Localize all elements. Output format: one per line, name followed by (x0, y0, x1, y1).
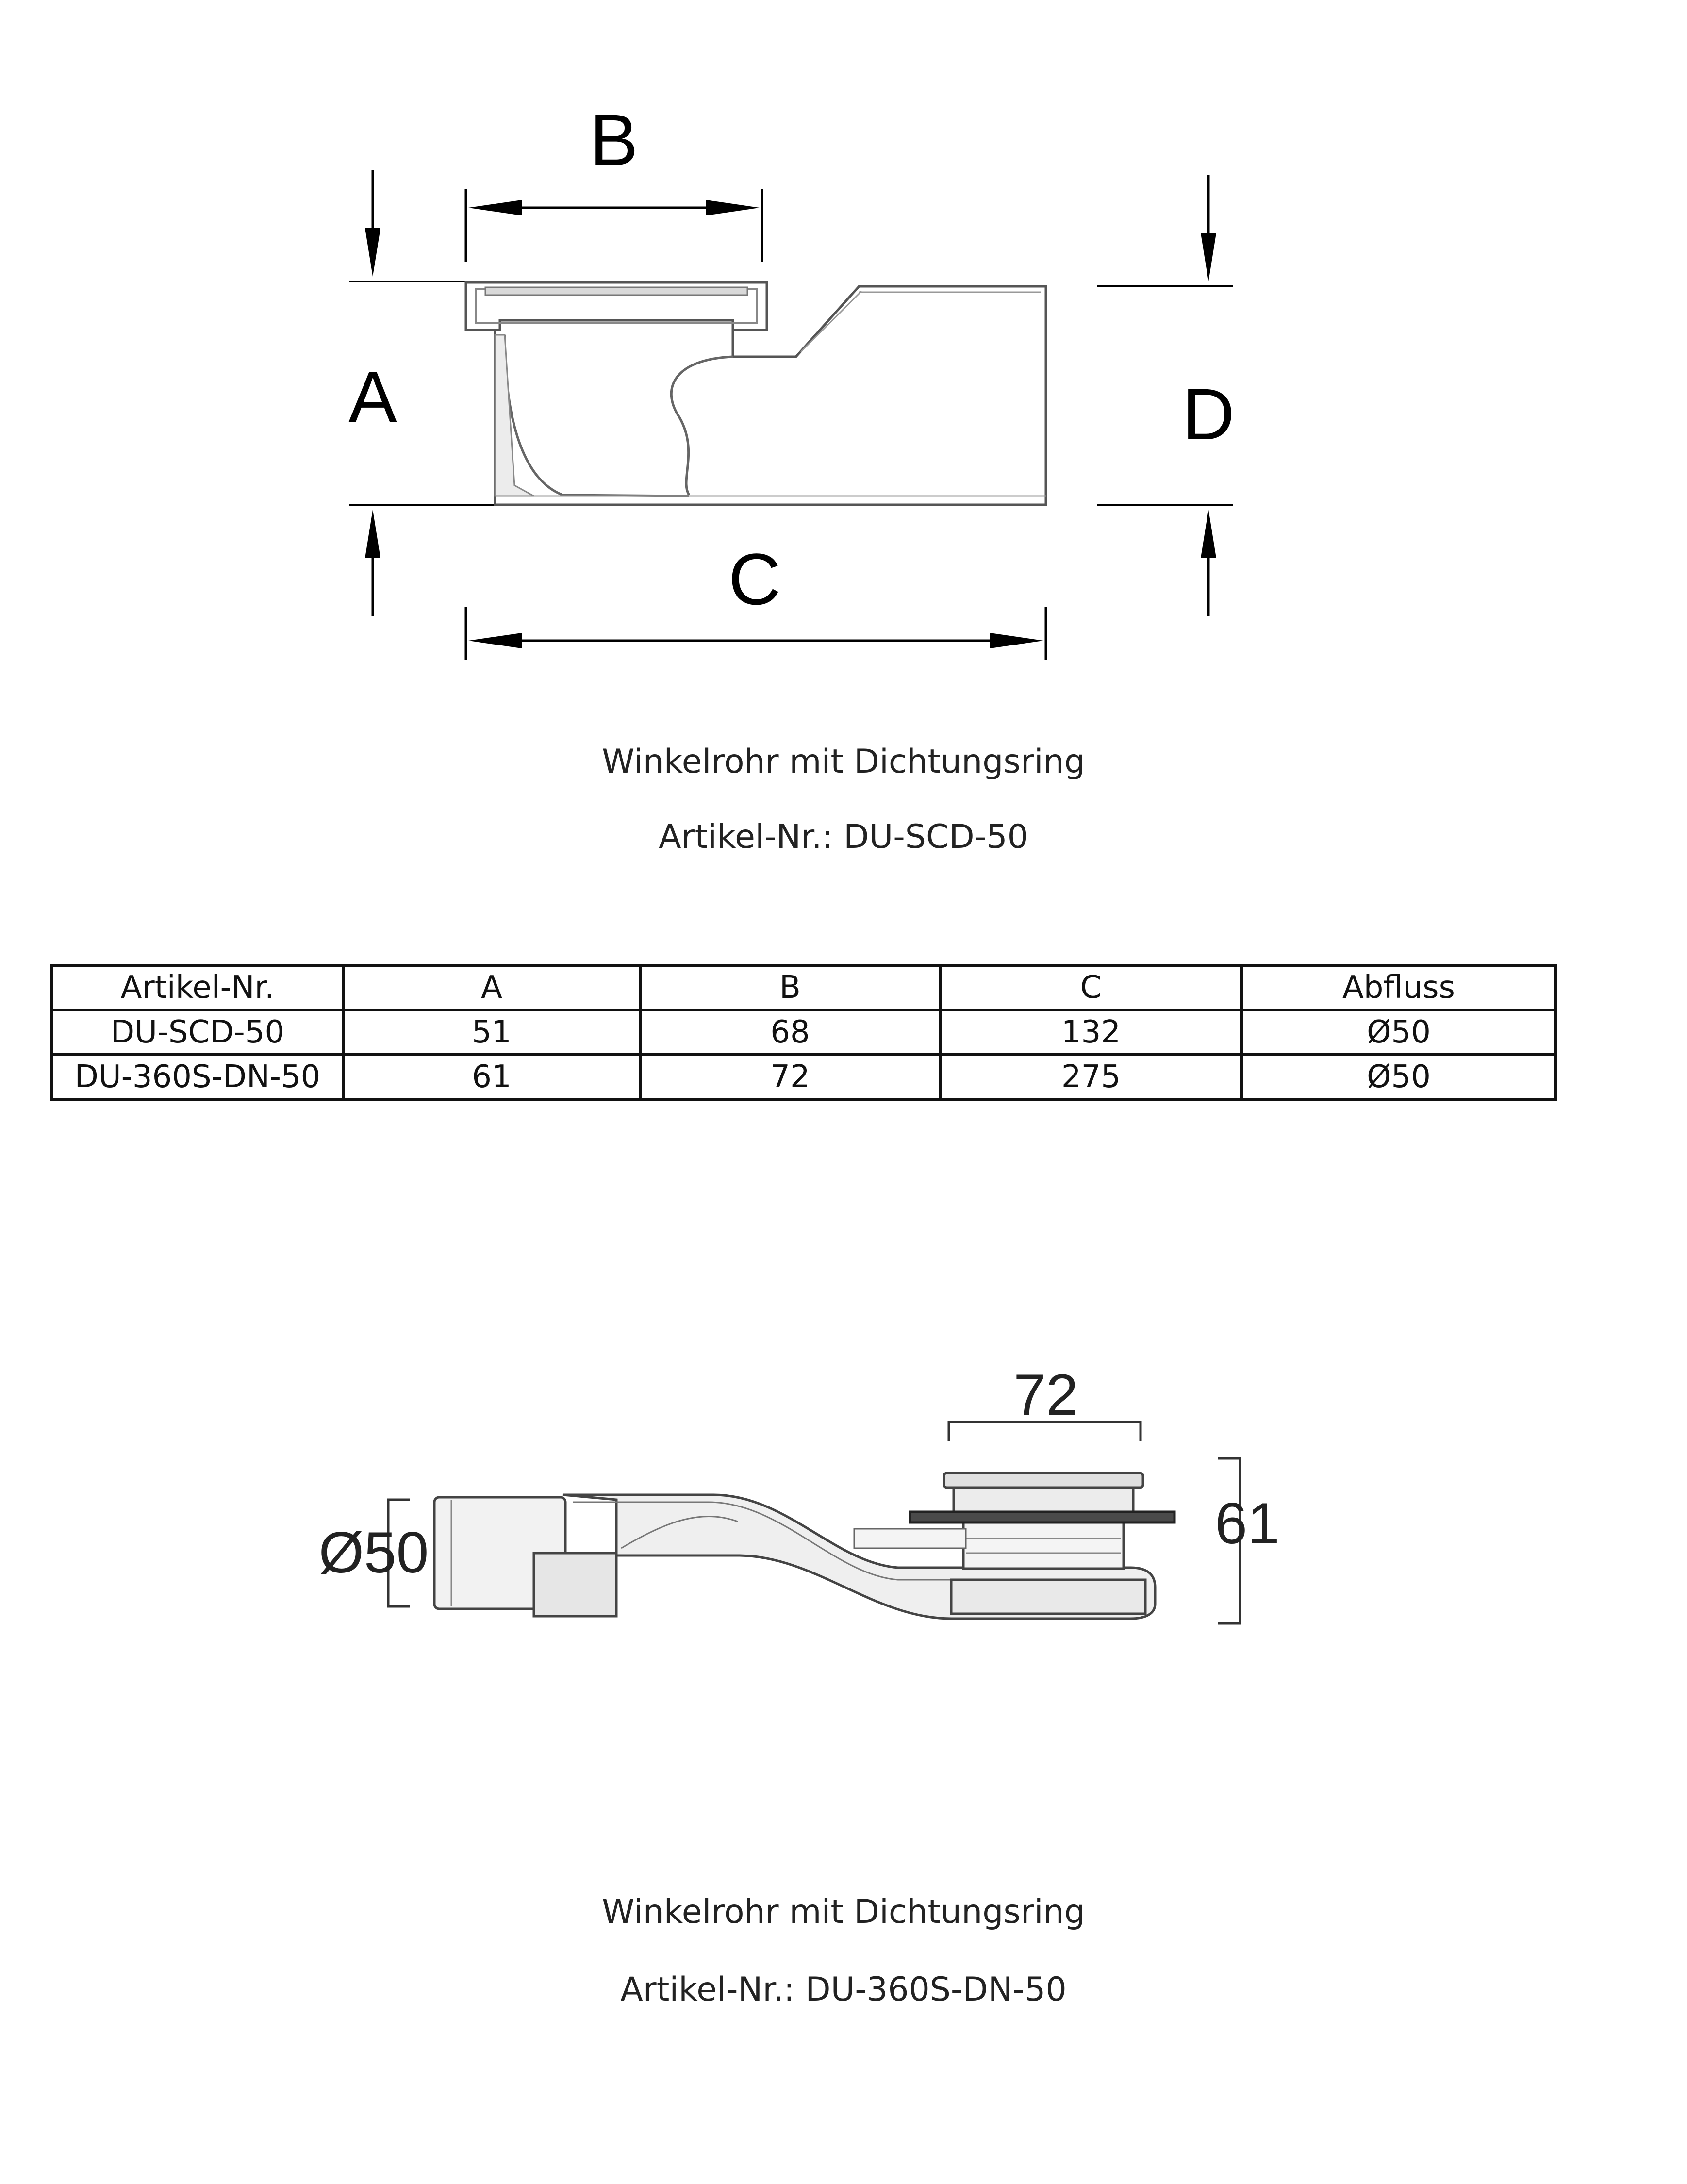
cell-abfluss: Ø50 (1242, 1055, 1555, 1099)
dimension-d (1097, 175, 1235, 616)
dimension-label-b: B (589, 99, 639, 181)
table-header-row (52, 965, 1555, 1010)
cell-abfluss: Ø50 (1242, 1010, 1555, 1055)
cell-a: 51 (343, 1010, 640, 1055)
table-row (52, 1055, 1555, 1099)
drain-part (434, 1473, 1174, 1619)
cell-a: 61 (343, 1055, 640, 1099)
cell-c: 275 (940, 1055, 1242, 1099)
table-row (52, 1010, 1555, 1055)
cell-b: 72 (640, 1055, 940, 1099)
dimension-label-a: A (348, 356, 397, 438)
header-article-nr: Artikel-Nr. (52, 965, 343, 1010)
header-c: C (940, 965, 1242, 1010)
spec-table (50, 964, 1557, 1101)
part-outline (466, 282, 1046, 505)
dimension-label-width: 72 (1013, 1362, 1078, 1427)
header-abfluss: Abfluss (1242, 965, 1555, 1010)
dimension-label-c: C (728, 538, 781, 620)
header-a: A (343, 965, 640, 1010)
cell-c: 132 (940, 1010, 1242, 1055)
technical-drawing-360s (0, 1335, 1687, 1699)
caption-title-2: Winkelrohr mit Dichtungsring (602, 1893, 1085, 1931)
caption-title-1: Winkelrohr mit Dichtungsring (602, 743, 1085, 781)
cell-article-nr: DU-SCD-50 (52, 1010, 343, 1055)
dimension-b (466, 99, 762, 262)
cell-article-nr: DU-360S-DN-50 (52, 1055, 343, 1099)
caption-article-1: Artikel-Nr.: DU-SCD-50 (659, 818, 1028, 856)
dimension-label-height: 61 (1215, 1491, 1280, 1556)
caption-article-2: Artikel-Nr.: DU-360S-DN-50 (620, 1970, 1067, 2009)
header-b: B (640, 965, 940, 1010)
dimension-a (348, 170, 495, 616)
cell-b: 68 (640, 1010, 940, 1055)
dimension-height (1215, 1458, 1279, 1623)
dimension-label-diameter: Ø50 (318, 1520, 429, 1585)
dimension-c (466, 538, 1046, 660)
technical-drawing-scd (0, 0, 1687, 704)
dimension-label-d: D (1182, 373, 1235, 455)
dimension-diameter (319, 1500, 429, 1606)
dimension-width (949, 1362, 1141, 1441)
